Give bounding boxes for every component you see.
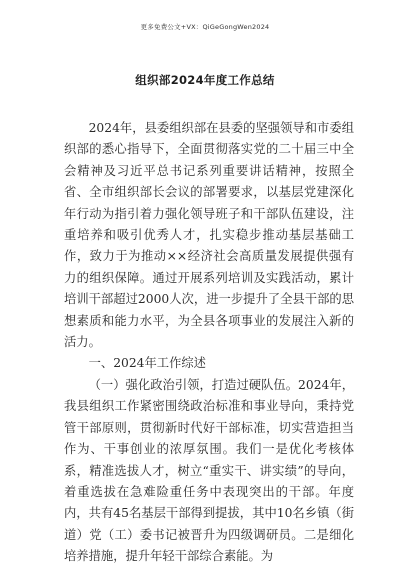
- document-body: [64, 118, 354, 568]
- section-heading: 一、2024年工作综述: [88, 356, 206, 371]
- document-title: 组织部2024年度工作总结: [135, 73, 275, 87]
- header-note: 更多免费公文+VX：QiGeGongWen2024: [140, 23, 270, 31]
- intro-paragraph: 2024年，县委组织部在县委的坚强领导和市委组织部的悉心指导下，全面贯彻落实党的二十届三中全会精神及习近平总书记系列重要讲话精神，按照全省、全市组织部长会议的部署要求，以基层党建深化年行动为指引着力强化领导班子和干部队伍建设，注重培养和吸引优秀人才，扎实稳步推动基层基础工作，致力于为推动××经济社会高质量发展提供强有力的组织保障。通过开展系列培训及实践活动，累计培训干部超过2000人次，进一步提升了全县干部的思想素质和能力水平，为全县各项事业的发展注入新的活力。: [64, 121, 354, 350]
- subsection-paragraph: （一）强化政治引领，打造过硬队伍。2024年，我县组织工作紧密围绕政治标准和事业导向，秉持党管干部原则，贯彻新时代好干部标准，切实营造担当作为、干事创业的浓厚氛围。我们一是优化考核体系，精准选拔人才，树立“重实干、讲实绩”的导向，着重选拔在急难险重任务中表现突出的干部。年度内，共有45名基层干部得到提拔，其中10名乡镇（街道）党（工）委书记被晋升为四级调研员。二是细化培养措施，提升年轻干部综合素能。为: [64, 377, 354, 564]
